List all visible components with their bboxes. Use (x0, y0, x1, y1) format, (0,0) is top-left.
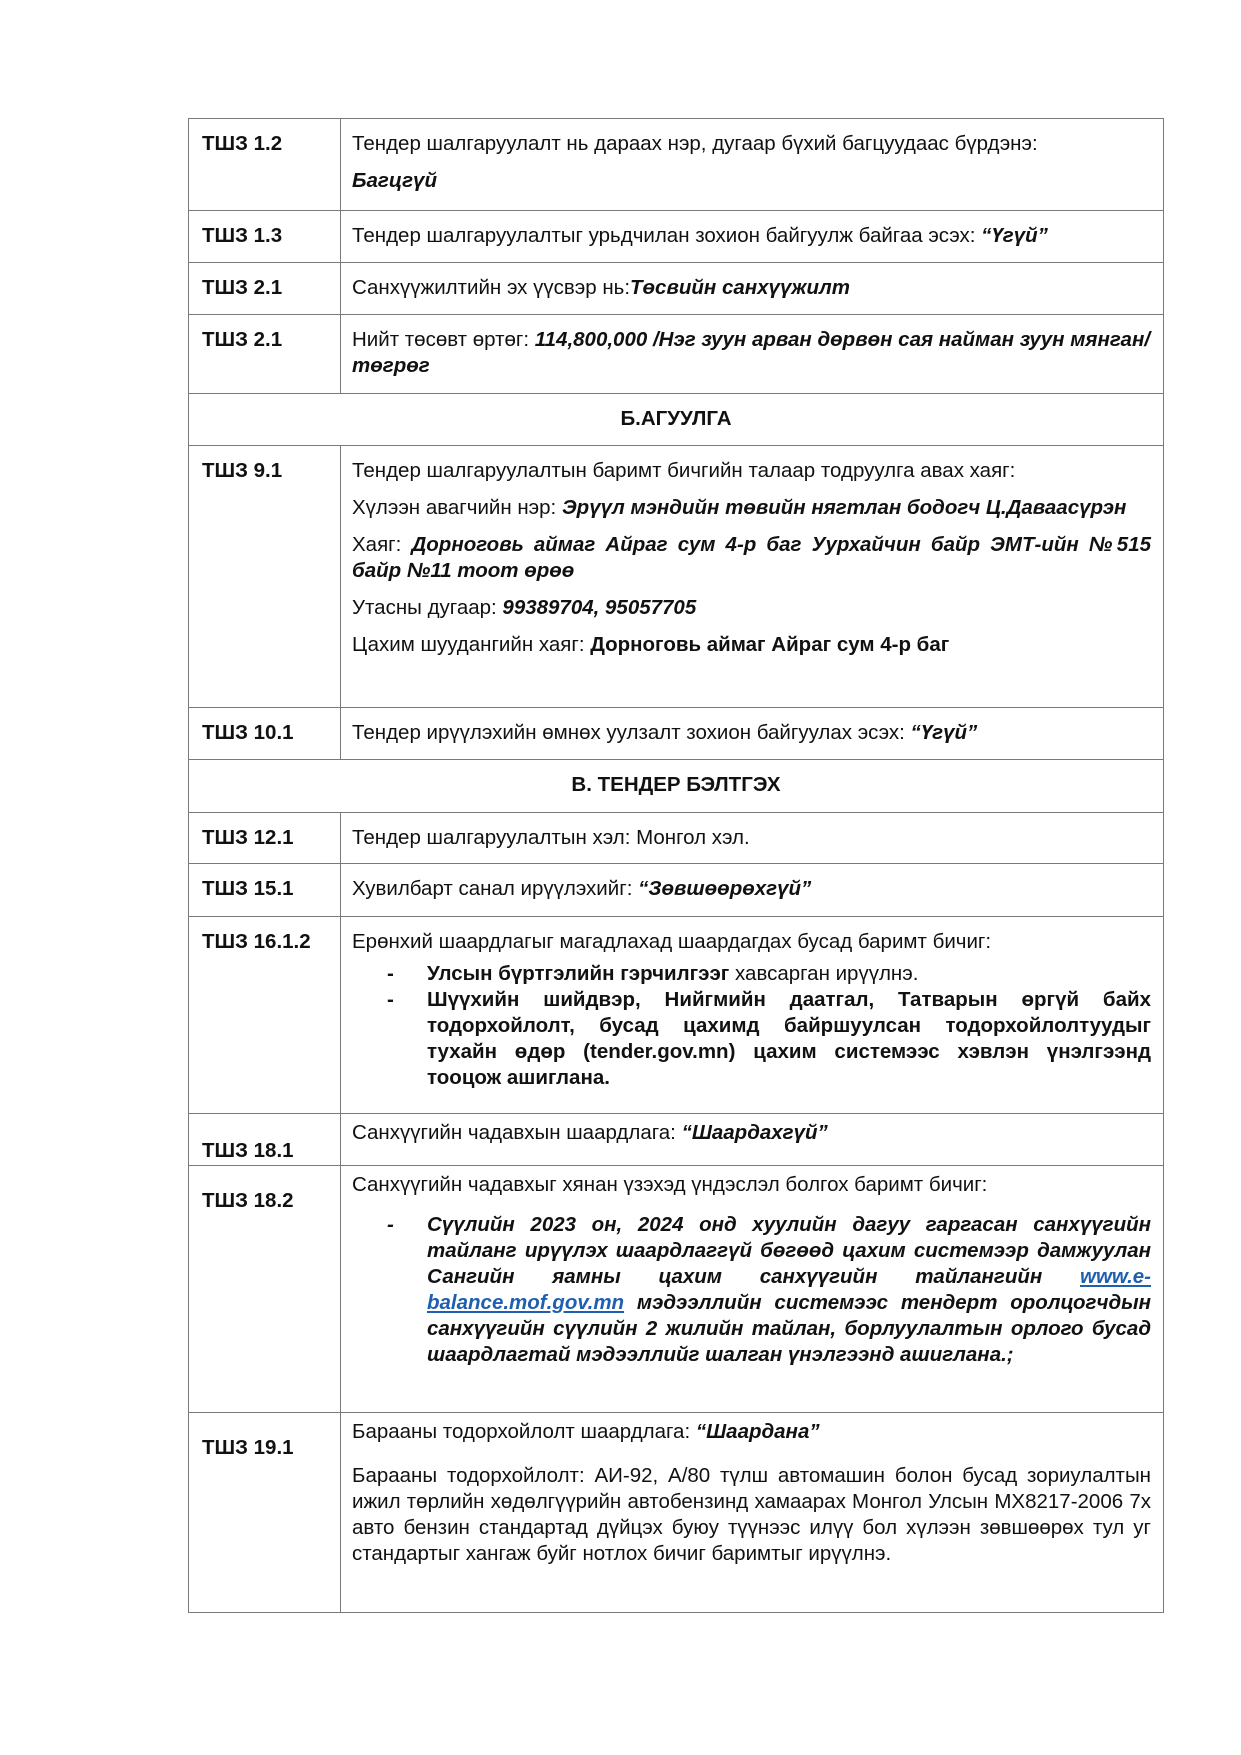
phone-label: Утасны дугаар: (352, 596, 503, 619)
table-row (189, 315, 1164, 394)
clause-label: ТШЗ 2.1 (189, 263, 341, 315)
required-documents-list (352, 961, 1151, 1091)
clause-value (341, 917, 1164, 1114)
table-row (189, 263, 1164, 315)
address-label: Хаяг: (352, 533, 412, 556)
clause-label: ТШЗ 15.1 (189, 864, 341, 917)
clause-value (341, 315, 1164, 394)
clause-text: Тендер шалгаруулалтыг урьдчилан зохион байгуулж байгаа эсэх: (352, 224, 982, 247)
clause-value (341, 864, 1164, 917)
clause-text: Санхүүжилтийн эх үүсвэр нь: (352, 276, 631, 299)
clause-answer: “Үгүй” (910, 721, 978, 744)
address-value: Дорноговь аймаг Айраг сум 4-р баг Уурхайчин байр ЭМТ-ийн №515 байр №11 тоот өрөө (352, 533, 1152, 582)
clause-label: ТШЗ 1.3 (189, 211, 341, 263)
buyer-name-label: Хүлээн авагчийн нэр: (352, 496, 562, 519)
clause-text: Тендер шалгаруулалт нь дараах нэр, дугаар бүхий багцуудаас бүрдэнэ: (352, 132, 1038, 155)
section-heading-content: В. ТЕНДЕР БЭЛТГЭХ (189, 760, 1164, 813)
clause-answer: Төсвийн санхүүжилт (630, 276, 850, 299)
table-row (189, 1413, 1164, 1613)
financial-documents-list (352, 1212, 1151, 1368)
section-row (189, 760, 1164, 813)
clause-text: Тендер шалгаруулалтын баримт бичгийн талаар тодруулга авах хаяг: (352, 459, 1016, 482)
clause-label: ТШЗ 1.2 (189, 119, 341, 211)
table-row (189, 446, 1164, 708)
table-row (189, 917, 1164, 1114)
clause-value (341, 708, 1164, 760)
clause-value (341, 1114, 1164, 1166)
table-row (189, 708, 1164, 760)
tender-data-sheet-table (188, 118, 1164, 1613)
table-row (189, 864, 1164, 917)
goods-specification: Барааны тодорхойлолт: АИ-92, А/80 түлш автомашин болон бусад зориулалтын ижил төрлийн хөдөлгүүрийн автобензинд хамаарах Монгол Улсын MX8217-2006 7x авто бензин стандартад дүйцэх буюу түүнээс илүү бол хүлээн зөвшөөрөх тул уг стандартыг хангаж буйг нотлох бичиг баримтыг ирүүлнэ. (352, 1464, 1151, 1565)
clause-label: ТШЗ 18.1 (189, 1114, 341, 1166)
e-balance-link[interactable]: www.e-balance.mof.gov.mn (427, 1265, 1151, 1314)
phone-line (352, 595, 1151, 621)
email-label: Цахим шуудангийн хаяг: (352, 633, 591, 656)
clause-text-lead: Барааны тодорхойлолт шаардлага: (352, 1420, 696, 1443)
table-row (189, 211, 1164, 263)
clause-answer: “Зөвшөөрөхгүй” (638, 877, 812, 900)
clause-label: ТШЗ 16.1.2 (189, 917, 341, 1114)
clause-text: Санхүүгийн чадавхын шаардлага: (352, 1121, 682, 1144)
list-item-text: мэдээллийн системээс тендерт оролцогчдын санхүүгийн сүүлийн 2 жилийн тайлан, борлуулалтын орлого бусад шаардлагтай мэдээллийг шалган үнэлгээнд ашиглана.; (427, 1291, 1151, 1366)
buyer-name-value: Эрүүл мэндийн төвийн нягтлан бодогч Ц.Даваасүрэн (561, 496, 1127, 519)
email-value: Дорноговь аймаг Айраг сум 4-р баг (590, 633, 950, 656)
table-row (189, 1114, 1164, 1166)
clause-text: Нийт төсөвт өртөг: (352, 328, 535, 351)
clause-text: Ерөнхий шаардлагыг магадлахад шаардагдах бусад баримт бичиг: (352, 930, 992, 953)
clause-value: Тендер шалгаруулалтын хэл: Монгол хэл. (341, 813, 1164, 864)
clause-label: ТШЗ 18.2 (189, 1166, 341, 1413)
buyer-name-line (352, 495, 1151, 521)
clause-label: ТШЗ 10.1 (189, 708, 341, 760)
clause-value (341, 119, 1164, 211)
clause-value (341, 263, 1164, 315)
clause-value (341, 211, 1164, 263)
clause-text: Санхүүгийн чадавхыг хянан үзэхэд үндэслэл болгох баримт бичиг: (352, 1173, 988, 1196)
clause-answer: “Шаардана” (695, 1420, 820, 1443)
clause-answer: “Үгүй” (981, 224, 1048, 247)
clause-answer: 114,800,000 /Нэг зуун арван дөрвөн сая найман зуун мянган/ төгрөг (352, 328, 1151, 377)
clause-text: Хувилбарт санал ирүүлэхийг: (352, 877, 639, 900)
list-item-text: Сүүлийн 2023 он, 2024 онд хуулийн дагуу гаргасан санхүүгийн тайланг ирүүлэх шаардлаггүй бөгөөд цахим системээр дамжуулан Сангийн яамны цахим санхүүгийн тайлангийн (427, 1213, 1151, 1288)
table-row (189, 119, 1164, 211)
clause-text (352, 1419, 1151, 1445)
table-row (189, 813, 1164, 864)
list-item (427, 1212, 1151, 1368)
clause-answer: Багцгүй (352, 169, 437, 192)
clause-label: ТШЗ 9.1 (189, 446, 341, 708)
clause-label: ТШЗ 2.1 (189, 315, 341, 394)
clause-label: ТШЗ 12.1 (189, 813, 341, 864)
clause-value (341, 446, 1164, 708)
list-item (427, 961, 1151, 987)
list-item-text: хавсарган ирүүлнэ. (729, 962, 919, 985)
section-row (189, 394, 1164, 446)
clause-label: ТШЗ 19.1 (189, 1413, 341, 1613)
phone-value: 99389704, 95057705 (502, 596, 697, 619)
section-heading-content: Б.АГУУЛГА (189, 394, 1164, 446)
table-row (189, 1166, 1164, 1413)
clause-answer: “Шаардахгүй” (681, 1121, 828, 1144)
email-line (352, 632, 1151, 658)
clause-text: Тендер ирүүлэхийн өмнөх уулзалт зохион байгуулах эсэх: (352, 721, 911, 744)
address-line (352, 532, 1151, 584)
list-item: - Шүүхийн шийдвэр, Нийгмийн даатгал, Татварын өргүй байх тодорхойлолт, бусад цахимд байршуулсан тодорхойлолтуудыг тухайн өдөр (tender.gov.mn) цахим системээс хэвлэн үнэлгээнд тооцож ашиглана. (427, 987, 1151, 1091)
clause-value (341, 1166, 1164, 1413)
list-item-bold-text: Улсын бүртгэлийн гэрчилгээг (427, 962, 730, 985)
clause-value (341, 1413, 1164, 1613)
